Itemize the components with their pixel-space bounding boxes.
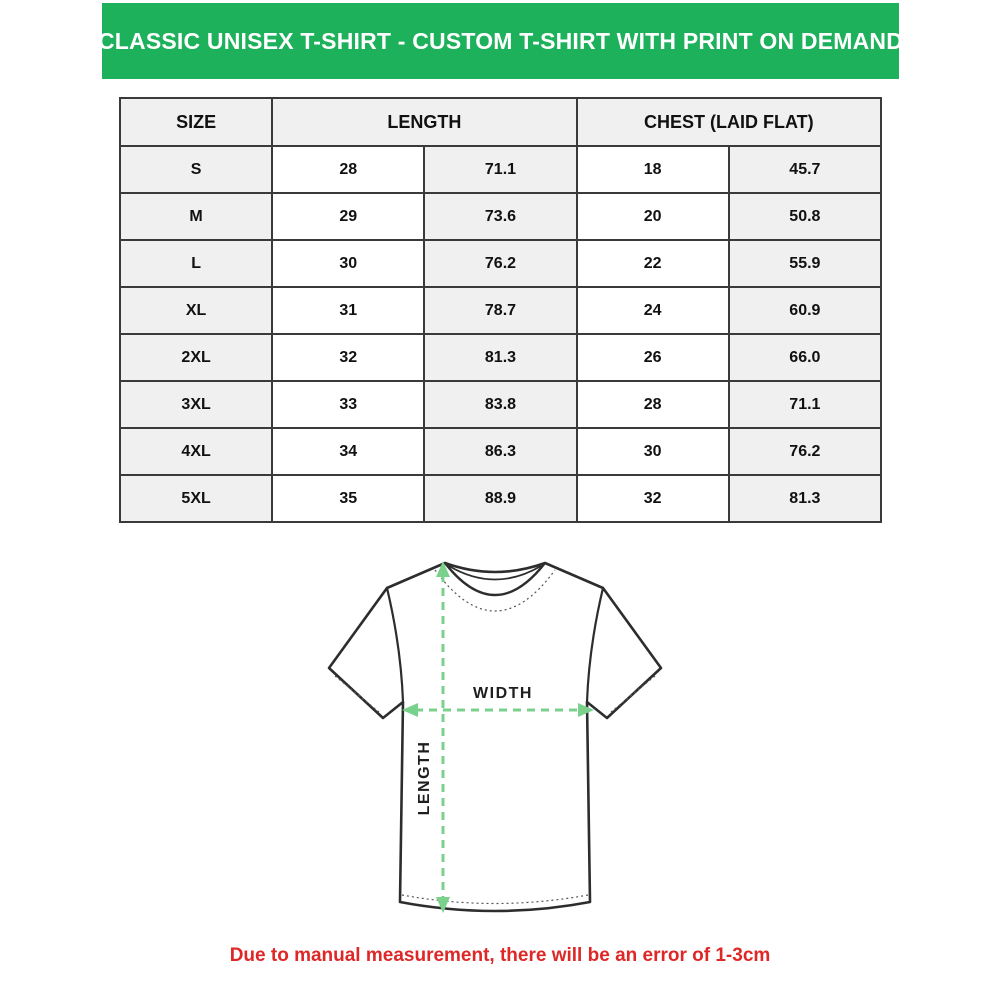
table-row [120,428,881,475]
chest-in-cell: 18 [577,146,729,193]
chest-cm-cell: 66.0 [729,334,881,381]
length-cm-cell: 86.3 [424,428,576,475]
size-cell: 2XL [120,334,272,381]
table-row [120,287,881,334]
length-in-cell: 32 [272,334,424,381]
chest-cm-cell: 50.8 [729,193,881,240]
size-cell: S [120,146,272,193]
size-table [119,97,882,523]
title-banner [97,3,904,79]
header-length: LENGTH [272,98,576,146]
size-cell: 4XL [120,428,272,475]
chest-cm-cell: 71.1 [729,381,881,428]
chest-cm-cell: 45.7 [729,146,881,193]
header-size: SIZE [120,98,272,146]
length-in-cell: 34 [272,428,424,475]
length-in-cell: 33 [272,381,424,428]
chest-cm-cell: 55.9 [729,240,881,287]
length-cm-cell: 83.8 [424,381,576,428]
table-row [120,381,881,428]
table-header-row [120,98,881,146]
length-label: LENGTH [416,740,433,816]
length-in-cell: 28 [272,146,424,193]
length-cm-cell: 76.2 [424,240,576,287]
length-cm-cell: 73.6 [424,193,576,240]
chest-in-cell: 32 [577,475,729,522]
size-cell: M [120,193,272,240]
size-cell: XL [120,287,272,334]
chest-cm-cell: 81.3 [729,475,881,522]
length-cm-cell: 78.7 [424,287,576,334]
chest-in-cell: 24 [577,287,729,334]
tshirt-outline [329,563,661,911]
chest-cm-cell: 60.9 [729,287,881,334]
header-chest: CHEST (LAID FLAT) [577,98,881,146]
length-in-cell: 29 [272,193,424,240]
table-row [120,146,881,193]
size-cell: 3XL [120,381,272,428]
chest-in-cell: 20 [577,193,729,240]
length-in-cell: 35 [272,475,424,522]
tshirt-diagram-svg [323,550,667,935]
page-title: CLASSIC UNISEX T-SHIRT - CUSTOM T-SHIRT WITH PRINT ON DEMAND [97,27,904,54]
table-row [120,193,881,240]
chest-in-cell: 22 [577,240,729,287]
size-cell: 5XL [120,475,272,522]
length-in-cell: 31 [272,287,424,334]
table-row [120,475,881,522]
size-cell: L [120,240,272,287]
length-cm-cell: 88.9 [424,475,576,522]
measurement-disclaimer: Due to manual measurement, there will be an error of 1-3cm [229,945,771,966]
table-row [120,240,881,287]
length-in-cell: 30 [272,240,424,287]
footnote [0,945,1000,967]
chest-cm-cell: 76.2 [729,428,881,475]
tshirt-measurement-diagram [323,550,667,935]
length-cm-cell: 71.1 [424,146,576,193]
chest-in-cell: 30 [577,428,729,475]
length-cm-cell: 81.3 [424,334,576,381]
table-row [120,334,881,381]
width-label: WIDTH [473,685,533,702]
chest-in-cell: 26 [577,334,729,381]
chest-in-cell: 28 [577,381,729,428]
